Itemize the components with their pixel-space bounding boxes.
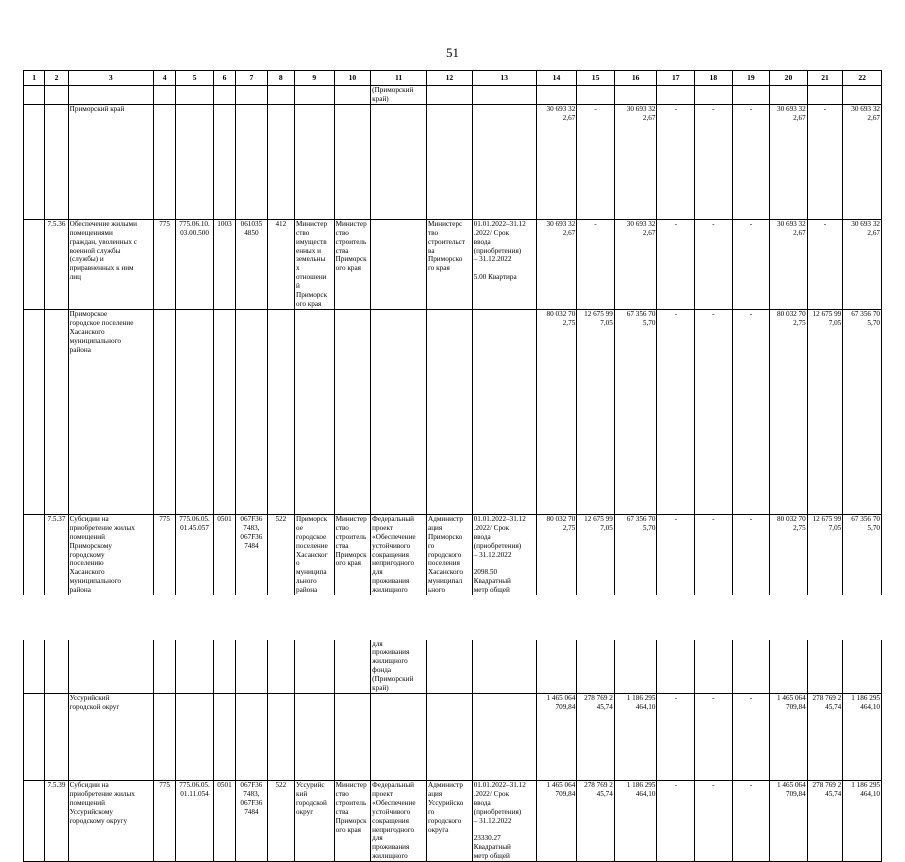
table-cell: - — [657, 219, 695, 309]
table-cell — [24, 86, 45, 105]
table-cell: Федеральный проект «Обеспечение устойчивого сокращения непригодного для проживания жилищного для проживания жилищного фонда (Приморский край) — [371, 514, 427, 693]
table-row — [24, 104, 882, 219]
table-cell: - — [657, 514, 695, 693]
table-cell: Субсидии на приобретение жилых помещений Уссурийскому городскому округу — [68, 781, 153, 862]
table-cell — [213, 86, 235, 105]
table-cell: 278 769 2 45,74 — [577, 694, 615, 781]
header-cell-12: 12 — [427, 71, 473, 86]
table-cell: 1 186 295 464,10 — [614, 781, 657, 862]
table-cell: 7.5.39 — [45, 781, 68, 862]
table-cell: - — [657, 104, 695, 219]
header-cell-15: 15 — [577, 71, 615, 86]
table-cell — [536, 86, 577, 105]
table-cell — [267, 694, 294, 781]
header-cell-14: 14 — [536, 71, 577, 86]
header-cell-16: 16 — [614, 71, 657, 86]
table-cell: - — [695, 309, 733, 514]
header-cell-4: 4 — [153, 71, 175, 86]
table-cell: - — [732, 104, 770, 219]
table-cell — [24, 219, 45, 309]
table-cell: 1 186 295 464,10 — [843, 781, 882, 862]
table-cell — [657, 86, 695, 105]
table-cell: - — [732, 781, 770, 862]
table-cell — [295, 309, 335, 514]
table-cell — [614, 86, 657, 105]
table-cell — [236, 104, 267, 219]
table-cell: Администр ация Уссурийско го городского округа — [427, 781, 473, 862]
table-cell: 67 356 70 5,70 — [614, 309, 657, 514]
table-cell: 775.06.05. 01.11.054 — [176, 781, 214, 862]
table-cell: - — [732, 309, 770, 514]
header-cell-20: 20 — [770, 71, 808, 86]
header-row — [24, 71, 882, 86]
header-cell-9: 9 — [295, 71, 335, 86]
header-cell-18: 18 — [695, 71, 733, 86]
table-cell — [295, 86, 335, 105]
table-cell: Министер ство строитель ства Приморск ого края — [334, 514, 371, 693]
table-cell: 412 — [267, 219, 294, 309]
table-cell: 1 465 064 709,84 — [536, 781, 577, 862]
table-cell — [236, 694, 267, 781]
header-cell-2: 2 — [45, 71, 68, 86]
header-cell-5: 5 — [176, 71, 214, 86]
table-cell: 7.5.37 — [45, 514, 68, 693]
table-cell — [427, 104, 473, 219]
table-cell: - — [577, 104, 615, 219]
table-cell — [213, 104, 235, 219]
table-cell: - — [695, 104, 733, 219]
page-bottom-margin — [0, 595, 905, 640]
table-cell: 30 693 32 2,67 — [843, 104, 882, 219]
table-cell: Министер ство строитель ства Приморск ого края — [334, 781, 371, 862]
table-cell — [176, 309, 214, 514]
table-cell — [45, 104, 68, 219]
table-cell — [371, 309, 427, 514]
table-cell: Администр ация Приморско го городского поселения Хасанского муниципал ьного — [427, 514, 473, 693]
table-cell: 067F36 7483, 067F36 7484 — [236, 781, 267, 862]
table-cell: Приморск ое городское поселение Хасанског о муниципа льного района — [295, 514, 335, 693]
table-cell — [334, 694, 371, 781]
table-cell — [236, 309, 267, 514]
table-cell: Приморский край — [68, 104, 153, 219]
table-cell — [843, 86, 882, 105]
table-cell — [732, 86, 770, 105]
table-cell: 775 — [153, 781, 175, 862]
table-cell — [472, 104, 536, 219]
table-cell — [371, 219, 427, 309]
table-cell: 0501 — [213, 781, 235, 862]
table-cell: 522 — [267, 514, 294, 693]
table-cell: 30 693 32 2,67 — [770, 219, 808, 309]
table-cell: 80 032 70 2,75 — [770, 309, 808, 514]
table-cell — [24, 694, 45, 781]
table-cell: Федеральный проект «Обеспечение устойчивого сокращения непригодного для проживания жилищного — [371, 781, 427, 862]
table-row — [24, 694, 882, 781]
table-cell: Субсидии на приобретение жилых помещений Приморскому городскому поселению Хасанского муниципального района — [68, 514, 153, 693]
table-cell: 12 675 99 7,05 — [577, 514, 615, 693]
table-cell: 775 — [153, 514, 175, 693]
header-cell-22: 22 — [843, 71, 882, 86]
table-cell: 1 186 295 464,10 — [614, 694, 657, 781]
table-cell: 30 693 32 2,67 — [536, 104, 577, 219]
header-cell-3: 3 — [68, 71, 153, 86]
table-cell — [213, 309, 235, 514]
header-cell-1: 1 — [24, 71, 45, 86]
table-row — [24, 86, 882, 105]
header-cell-8: 8 — [267, 71, 294, 86]
table-cell — [427, 86, 473, 105]
table-row — [24, 219, 882, 309]
table-cell: 0501 — [213, 514, 235, 693]
table-cell — [267, 86, 294, 105]
table-cell: - — [695, 219, 733, 309]
table-cell — [213, 694, 235, 781]
table-cell — [153, 309, 175, 514]
table-cell: 12 675 99 7,05 — [807, 514, 843, 693]
table-cell — [267, 104, 294, 219]
table-cell — [807, 86, 843, 105]
table-cell — [472, 309, 536, 514]
table-cell — [45, 694, 68, 781]
table-cell — [295, 104, 335, 219]
header-cell-6: 6 — [213, 71, 235, 86]
table-cell — [371, 104, 427, 219]
table-cell: 30 693 32 2,67 — [770, 104, 808, 219]
header-cell-7: 7 — [236, 71, 267, 86]
table-cell: Уссурийс кий городской округ — [295, 781, 335, 862]
table-cell: Обеспечение жилыми помещениями граждан, уволенных с военной службы (службы) и приравненных к ним лиц — [68, 219, 153, 309]
table-cell: 1 186 295 464,10 — [843, 694, 882, 781]
table-cell — [45, 309, 68, 514]
table-cell: - — [732, 219, 770, 309]
table-cell: 1 465 064 709,84 — [770, 694, 808, 781]
table-cell — [68, 86, 153, 105]
table-cell — [176, 104, 214, 219]
table-cell: 7.5.36 — [45, 219, 68, 309]
table-cell: - — [695, 781, 733, 862]
table-cell: 1 465 064 709,84 — [770, 781, 808, 862]
table-cell: 278 769 2 45,74 — [807, 694, 843, 781]
table-cell — [176, 86, 214, 105]
table-cell — [334, 309, 371, 514]
table-cell: Министерс тво строительст ва Приморско го края — [427, 219, 473, 309]
page-number: 51 — [446, 45, 459, 60]
table-cell: Уссурийский городской округ — [68, 694, 153, 781]
table-cell: 67 356 70 5,70 — [614, 514, 657, 693]
table-cell: 30 693 32 2,67 — [843, 219, 882, 309]
table-cell — [334, 86, 371, 105]
table-cell: 061035 4850 — [236, 219, 267, 309]
table-cell: 278 769 2 45,74 — [577, 781, 615, 862]
table-cell: 67 356 70 5,70 — [843, 514, 882, 693]
table-cell — [153, 86, 175, 105]
header-cell-19: 19 — [732, 71, 770, 86]
table-cell — [472, 86, 536, 105]
table-cell: 1003 — [213, 219, 235, 309]
table-cell — [295, 694, 335, 781]
header-cell-10: 10 — [334, 71, 371, 86]
table-cell: Министер ство имуществ енных и земельны х отношени й Приморск ого края — [295, 219, 335, 309]
table-cell — [267, 309, 294, 514]
table-cell: - — [657, 694, 695, 781]
table-cell: 12 675 99 7,05 — [577, 309, 615, 514]
table-cell: (Приморский край) — [371, 86, 427, 105]
table-cell — [24, 104, 45, 219]
table-row — [24, 309, 882, 514]
table-cell: 01.01.2022–31.12 .2022/ Срок ввода (приобретения) – 31.12.2022 5.00 Квартира — [472, 219, 536, 309]
table-cell — [176, 694, 214, 781]
header-cell-21: 21 — [807, 71, 843, 86]
table-cell: 01.01.2022–31.12 .2022/ Срок ввода (приобретения) – 31.12.2022 2098.50 Квадратный метр общей — [472, 514, 536, 693]
table-cell: 67 356 70 5,70 — [843, 309, 882, 514]
table-cell — [45, 86, 68, 105]
table-cell: 30 693 32 2,67 — [614, 219, 657, 309]
table-cell: 30 693 32 2,67 — [614, 104, 657, 219]
table-cell — [427, 309, 473, 514]
header-cell-13: 13 — [472, 71, 536, 86]
header-cell-17: 17 — [657, 71, 695, 86]
table-cell: - — [695, 514, 733, 693]
table-cell — [371, 694, 427, 781]
table-cell: 12 675 99 7,05 — [807, 309, 843, 514]
table-cell: - — [695, 694, 733, 781]
table-cell: 775 — [153, 219, 175, 309]
table-cell — [153, 104, 175, 219]
table-cell: - — [657, 781, 695, 862]
table-cell — [695, 86, 733, 105]
table-cell — [427, 694, 473, 781]
table-cell: 522 — [267, 781, 294, 862]
table-cell: 30 693 32 2,67 — [536, 219, 577, 309]
table-cell: - — [657, 309, 695, 514]
table-cell: - — [807, 219, 843, 309]
table-cell — [770, 86, 808, 105]
table-cell: 278 769 2 45,74 — [807, 781, 843, 862]
table-cell: 775.06.10. 03.00.500 — [176, 219, 214, 309]
table-cell: Министер ство строитель ства Приморск ого края — [334, 219, 371, 309]
table-cell — [334, 104, 371, 219]
table-cell: 01.01.2022–31.12 .2022/ Срок ввода (приобретения) – 31.12.2022 23330.27 Квадратный метр общей — [472, 781, 536, 862]
table-cell — [472, 694, 536, 781]
table-cell: - — [732, 514, 770, 693]
table-cell — [24, 781, 45, 862]
budget-table — [23, 70, 882, 862]
table-cell: - — [732, 694, 770, 781]
table-cell — [236, 86, 267, 105]
table-cell: 775.06.05. 01.45.057 — [176, 514, 214, 693]
table-cell: 067F36 7483, 067F36 7484 — [236, 514, 267, 693]
table-row — [24, 781, 882, 862]
table-cell: 80 032 70 2,75 — [770, 514, 808, 693]
header-cell-11: 11 — [371, 71, 427, 86]
table-cell — [577, 86, 615, 105]
table-cell: 1 465 064 709,84 — [536, 694, 577, 781]
table-cell: - — [577, 219, 615, 309]
table-cell: 80 032 70 2,75 — [536, 514, 577, 693]
table-cell — [153, 694, 175, 781]
table-cell: - — [807, 104, 843, 219]
table-cell — [24, 309, 45, 514]
table-cell: 80 032 70 2,75 — [536, 309, 577, 514]
table-cell: Приморское городское поселение Хасанского муниципального района — [68, 309, 153, 514]
